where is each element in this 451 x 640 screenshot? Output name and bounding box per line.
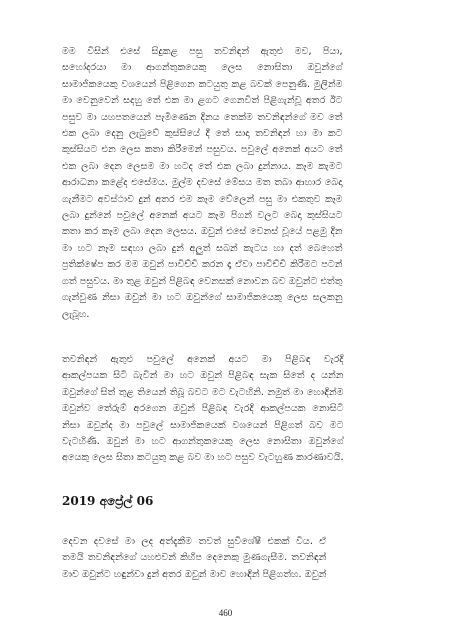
date-heading: 2019 අප්‍රේල් 06 — [62, 494, 154, 508]
paragraph-line: මාව ඔවුන්ට හඳුන්වා දුන් අතර ඔවුන් මාව හොඳින් පිළිගත්හ. ඔවුන් — [62, 568, 327, 580]
page-number: 460 — [218, 608, 233, 618]
paragraph-line: තමයි තවනිඳන්ගේ යහළුවන් කිහිප දෙනෙකු මුණගැසීම. තවනිඳන් — [62, 552, 327, 564]
paragraph-line: ආකල්පයක සිටි බැවින් මා හට ඔවුන් පිළිබඳ සැක සිතේ ද යන්න — [62, 370, 344, 382]
paragraph-line: ඔවුන්ව තේරුම් අරගෙන ඔවුන් පිළිබඳ වැරදි ආකල්පයක නොසිටි — [62, 403, 344, 415]
paragraph-line: මා හට නෑම සඳහා ලබා දුන් අලුත් සබන් කැටය හා දත් බෙහෙත් — [62, 242, 343, 254]
paragraph-line: තවනිඳන් ඇතුළු පවුලේ අනෙක් අයට මා පිළිබඳ වැරදි — [62, 354, 344, 365]
paragraph-line: ලැබූහ. — [62, 308, 90, 320]
paragraph-1 — [62, 44, 343, 323]
paragraph-line: ඔවුන්ගේ සිත් තුළ තියෙන් තිබූ බවට මට වැටහිනි. නමුත් මා හොඳින්ම — [62, 386, 344, 398]
paragraph-line: දෙවන දවසේ මා ලද අත්දැකීම තවත් සුවිශේෂී එකක් විය. ඒ — [62, 536, 327, 547]
paragraph-line: ලබා දුන්නේ පවුලේ අනෙක් අයට කෑම පිගන් වලට බෙදා කුස්සියට — [62, 210, 343, 222]
paragraph-line: කුස්සියට එන ලෙස කතා කිරීමෙන් පසුවය. පවුලේ අනෙක් අයට තේ — [62, 144, 343, 156]
paragraph-line: ආරාධනා කළේද එසේමය. මුල්ම දවසේ මේසය මත තබා ආහාර බෙදා — [62, 177, 343, 189]
paragraph-line: මා වෙනුවෙන් සදහු තේ එක මා ළගට ගෙනවිත් පිළිගැන්වූ අතර ඊට — [62, 95, 343, 107]
paragraph-line: ගැනීමට අවස්ථාව දුන් අතර එම කෑම වේලෙන් පසු මා එකතුව කෑම — [62, 193, 343, 205]
paragraph-line: පසුව මා යහපතයෙන් පැමිණෙන දිනය තෙක්ම තවනිඳන්ගේ මව තේ — [62, 111, 343, 123]
paragraph-line: එක ලබා දෙනු ලැබුවේ කුස්සියේ දී තේ සාදා තවනිඳන් හා මා කට — [62, 128, 343, 140]
paragraph-line: ප්‍රතික්ෂේප කර මම ඔවුන් පාවිච්චි කරන දෑ ඒවා පාවිච්චි කිරීමට පටන් — [62, 259, 343, 271]
paragraph-line: සාමාජිකයෙකු වශයෙන් පිළිගෙන කටයුතු කළ බවක් පෙනුණි. මුලින්ම — [62, 78, 343, 90]
paragraph-line: සහෝදරයා මා ආගන්තුකයෙකු ලෙස නොසිතා ඔවුන්ගේ — [62, 62, 343, 74]
paragraph-2 — [62, 352, 344, 467]
paragraph-line: අයෙකු ලෙස සිතා කටයුතු කළ බව මා හට පසුව වැටහුණ කාරණාවයි. — [62, 452, 344, 464]
paragraph-line: ගැන්වුණ නිසා ඔවුන් මා හට ඔවුන්ගේ සාමාජිකයෙකු ලෙස සලකනු — [62, 292, 343, 304]
paragraph-line: කතා කර කෑම ලබා දෙන ලෙසය. ඔවුන් එසේ වෙනස් වූයේ පළමු දින — [62, 226, 343, 238]
paragraph-3 — [62, 534, 326, 583]
paragraph-line: ගත් පසුවය. මා තුළ ඔවුන් පිළිබඳ වෙනසක් නොවන බව ඔවුන්ට එත්තු — [62, 275, 343, 287]
paragraph-line: එක ලබා දෙන ලෙසම මා හටද තේ එක ලබා දුන්නාය. කෑම කැමට — [62, 160, 343, 172]
paragraph-line: වැටහිණි. ඔවුන් මා හට ආගන්තුකයෙකු ලෙස නොසිතා ඔවුන්ගේ — [62, 436, 344, 448]
paragraph-line: මම විසින් එසේ සිදුකළ පසු තවනිඳන් ඇතුළු මව, පියා, — [62, 46, 343, 57]
paragraph-line: නිසා ඔවුන්ද මා පවුලේ සාමාජිකයෙක් වශයෙන් පිළිගත් බව මට — [62, 419, 344, 431]
